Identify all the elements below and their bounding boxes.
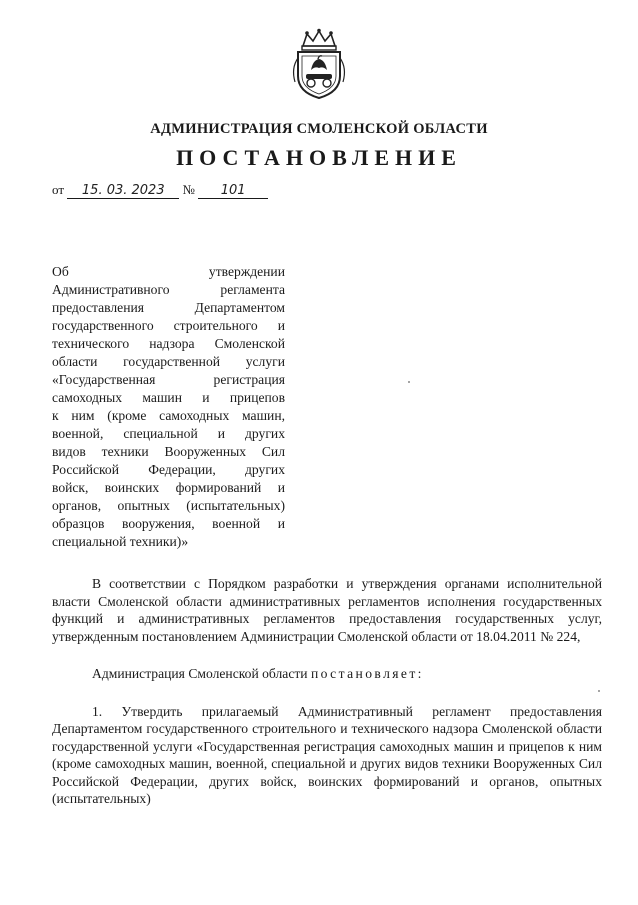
- subject-line: области государственной услуги: [52, 354, 285, 369]
- subject-line: Российской Федерации, других: [52, 462, 285, 477]
- subject-line: предоставления Департаментом: [52, 300, 285, 315]
- document-body: [52, 575, 602, 808]
- resolve-paragraph: [52, 665, 602, 683]
- subject-line: военной, специальной и других: [52, 426, 285, 441]
- dateline: [52, 182, 268, 199]
- date-from-label: от: [52, 182, 65, 197]
- subject-line: технического надзора Смоленской: [52, 336, 285, 351]
- subject-line: самоходных машин и прицепов: [52, 390, 285, 405]
- scan-speck: [598, 690, 600, 692]
- subject-line: органов, опытных (испытательных): [52, 498, 285, 513]
- resolve-word: постановляет:: [310, 666, 424, 681]
- document-subject: [52, 263, 285, 551]
- scan-speck: [408, 381, 410, 383]
- organization-name: АДМИНИСТРАЦИЯ СМОЛЕНСКОЙ ОБЛАСТИ: [150, 121, 488, 137]
- subject-line: Административного регламента: [52, 282, 285, 297]
- subject-line: «Государственная регистрация: [52, 372, 285, 387]
- preamble-paragraph: В соответствии с Порядком разработки и утверждения органами исполнительной власти Смоленской области административных регламентов исполнения государственных функций и административных регламентов предоставления государственных услуг, утвержденным постановлением Администрации Смоленской области от 18.04.2011 № 224,: [52, 576, 602, 644]
- document-number: 101: [198, 183, 268, 199]
- item-1-paragraph: 1. Утвердить прилагаемый Административный регламент предоставления Департаментом государственного строительного и технического надзора Смоленской области государственной услуги «Государственная регистрация самоходных машин и прицепов к ним (кроме самоходных машин, военной, специальной и других видов техники Вооруженных Сил Российской Федерации, других войск, воинских формирований и органов, опытных (испытательных): [52, 703, 602, 806]
- document-type-title: ПОСТАНОВЛЕНИЕ: [176, 145, 462, 170]
- smolensk-coat-of-arms-icon: [289, 28, 349, 100]
- subject-line: образцов вооружения, военной и: [52, 516, 285, 531]
- subject-line: видов техники Вооруженных Сил: [52, 444, 285, 459]
- resolve-intro: Администрация Смоленской области: [92, 666, 311, 681]
- subject-line: специальной техники)»: [52, 534, 189, 549]
- subject-line: войск, воинских формирований и: [52, 480, 285, 495]
- document-date: 15. 03. 2023: [67, 183, 179, 199]
- subject-line: к ним (кроме самоходных машин,: [52, 408, 285, 423]
- subject-line: государственного строительного и: [52, 318, 285, 333]
- number-label: №: [182, 182, 195, 197]
- subject-line: Об утверждении: [52, 264, 285, 279]
